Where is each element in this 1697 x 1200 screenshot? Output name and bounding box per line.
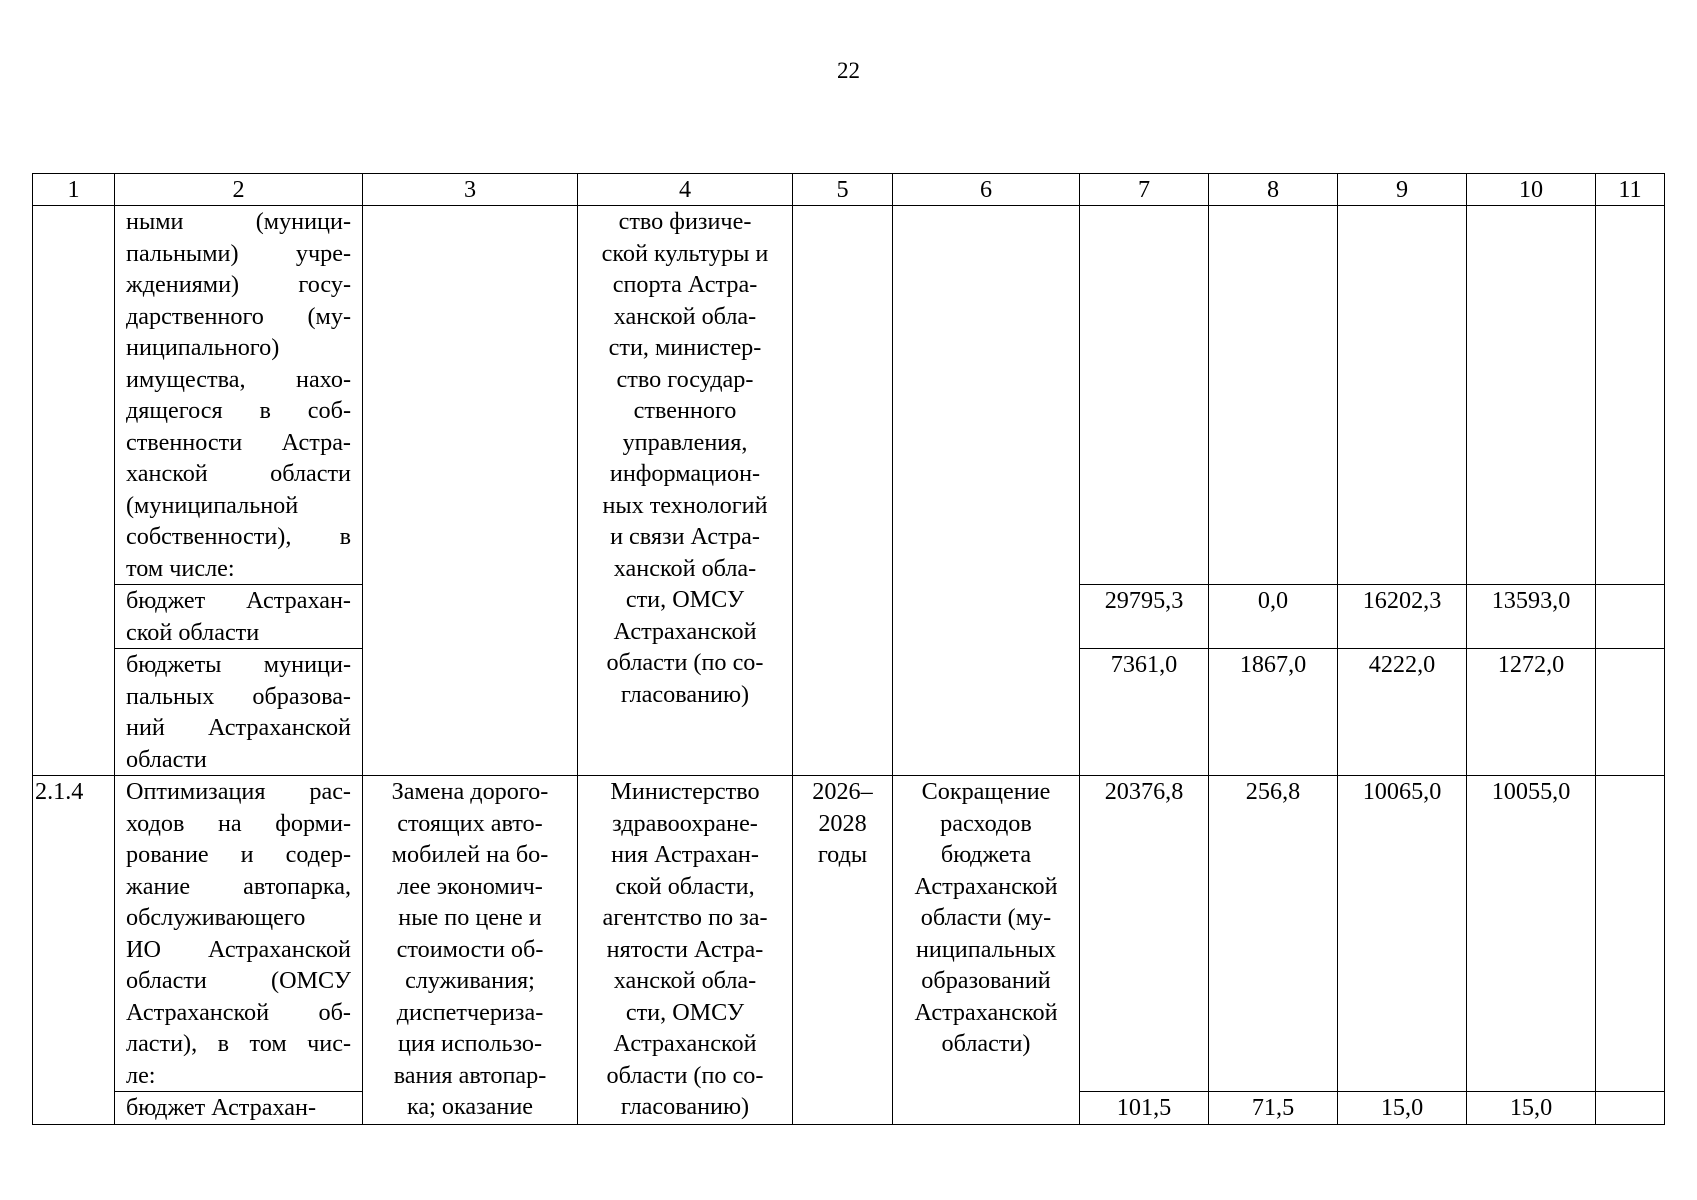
measure-name-cell (115, 776, 363, 1092)
text-line: информацион- (609, 460, 761, 487)
value-cell: 15,0 (1467, 1092, 1596, 1125)
text-line: здравоохране- (612, 809, 758, 837)
text-line: ходов на форми- (126, 809, 351, 837)
text-line: сти, ОМСУ (625, 998, 745, 1026)
value-cell (1080, 206, 1209, 585)
text-line: рование и содер- (126, 841, 351, 868)
text-line: области (ОМСУ (126, 967, 351, 994)
text-line: ханской обла- (613, 302, 757, 330)
value-cell: 13593,0 (1467, 585, 1596, 649)
column-number-row (33, 174, 1665, 206)
executor-cell (578, 206, 793, 776)
value-cell: 4222,0 (1338, 649, 1467, 776)
value-cell: 10055,0 (1467, 776, 1596, 1092)
column-number: 1 (33, 174, 115, 206)
text-line: области (по со- (606, 649, 764, 676)
text-line: ными (муници- (126, 208, 351, 235)
page-number: 22 (837, 58, 860, 83)
text-line: имущества, нахо- (126, 365, 351, 393)
text-line: спорта Астра- (612, 271, 758, 298)
text-line: Астраханской (613, 617, 757, 645)
text-line: ственного (633, 397, 737, 424)
text-line: 2028 (818, 809, 867, 837)
column-number: 5 (793, 174, 893, 206)
column-number: 10 (1467, 174, 1596, 206)
text-line: ные по цене и (398, 904, 542, 931)
column-number: 9 (1338, 174, 1467, 206)
value-cell: 20376,8 (1080, 776, 1209, 1092)
text-line: ка; оказание (406, 1093, 533, 1120)
text-line: ханской обла- (613, 967, 757, 994)
value-cell: 15,0 (1338, 1092, 1467, 1125)
value-cell: 1272,0 (1467, 649, 1596, 776)
text-line: бюджета (940, 841, 1032, 868)
text-line: бюджет Астрахан- (126, 1094, 317, 1121)
text-line: ской области (126, 618, 260, 646)
text-line: ция использо- (397, 1030, 543, 1057)
text-line: области) (941, 1030, 1031, 1057)
text-line: ИО Астраханской (126, 935, 351, 963)
table-row (33, 776, 1665, 1092)
value-cell (1467, 206, 1596, 585)
column-number: 6 (893, 174, 1080, 206)
text-line: собственности), в (126, 523, 351, 550)
mechanism-cell (363, 776, 578, 1125)
text-line: пальных образова- (126, 682, 351, 710)
column-number: 4 (578, 174, 793, 206)
text-line: диспетчериза- (396, 998, 544, 1026)
value-cell (1596, 776, 1665, 1092)
value-cell: 10065,0 (1338, 776, 1467, 1092)
value-cell: 101,5 (1080, 1092, 1209, 1125)
text-line: (муниципальной (126, 491, 299, 519)
text-line: ниципальных (915, 935, 1057, 963)
value-cell: 7361,0 (1080, 649, 1209, 776)
text-line: области (по со- (606, 1061, 764, 1089)
text-line: гласованию) (620, 680, 750, 708)
text-line: лее экономич- (397, 872, 543, 900)
funding-source-cell (115, 649, 363, 776)
text-line: сти, ОМСУ (625, 586, 745, 613)
text-line: ласти), в том чис- (126, 1030, 351, 1057)
text-line: ния Астрахан- (611, 841, 759, 868)
text-line: области (126, 745, 207, 773)
column-number: 7 (1080, 174, 1209, 206)
text-line: Астраханской (613, 1030, 757, 1057)
text-line: ждениями) госу- (126, 271, 351, 298)
row-number-cell (33, 206, 115, 776)
text-line: дящегося в соб- (126, 397, 351, 424)
text-line: Астраханской (914, 998, 1058, 1026)
text-line: стоящих авто- (397, 809, 543, 837)
value-cell: 256,8 (1209, 776, 1338, 1092)
text-line: Сокращение (921, 778, 1051, 805)
value-cell (1596, 585, 1665, 649)
funding-source-cell (115, 585, 363, 649)
column-number: 8 (1209, 174, 1338, 206)
text-line: ской области, (615, 872, 755, 900)
value-cell (1338, 206, 1467, 585)
value-cell (1209, 206, 1338, 585)
text-line: дарственного (му- (126, 302, 351, 330)
text-line: сти, министер- (608, 334, 762, 361)
value-cell: 16202,3 (1338, 585, 1467, 649)
text-line: ской культуры и (601, 239, 769, 267)
text-line: образований (921, 967, 1051, 994)
value-cell (1596, 1092, 1665, 1125)
value-cell (1596, 206, 1665, 585)
text-line: Министерство (610, 778, 760, 805)
value-cell: 71,5 (1209, 1092, 1338, 1125)
period-cell (793, 206, 893, 776)
text-line: том числе: (126, 554, 235, 582)
text-line: области (му- (920, 904, 1052, 931)
text-line: вания автопар- (393, 1061, 547, 1089)
text-line: обслуживающего (126, 904, 306, 931)
value-cell (1596, 649, 1665, 776)
text-line: бюджеты муници- (126, 651, 351, 678)
row-number-cell: 2.1.4 (33, 776, 115, 1125)
mechanism-cell (363, 206, 578, 776)
column-number: 11 (1596, 174, 1665, 206)
value-cell: 1867,0 (1209, 649, 1338, 776)
text-line: Астраханской (914, 872, 1058, 900)
text-line: ственности Астра- (126, 428, 351, 456)
text-line: ство государ- (616, 365, 754, 393)
text-line: пальными) учре- (126, 239, 351, 267)
text-line: гласованию) (620, 1093, 750, 1120)
text-line: стоимости об- (396, 935, 544, 963)
column-number: 2 (115, 174, 363, 206)
measure-name-cell (115, 206, 363, 585)
value-cell: 29795,3 (1080, 585, 1209, 649)
text-line: бюджет Астрахан- (126, 587, 351, 614)
period-cell (793, 776, 893, 1125)
text-line: управления, (622, 428, 748, 456)
text-line: служивания; (405, 967, 535, 994)
result-cell (893, 206, 1080, 776)
text-line: агентство по за- (602, 904, 768, 931)
funding-source-cell (115, 1092, 363, 1125)
text-line: ханской области (126, 460, 351, 487)
text-line: ле: (126, 1061, 156, 1089)
text-line: Оптимизация рас- (126, 778, 351, 805)
column-number: 3 (363, 174, 578, 206)
text-line: расходов (940, 809, 1032, 837)
text-line: жание автопарка, (126, 872, 351, 900)
text-line: ниципального) (126, 334, 280, 361)
text-line: ных технологий (602, 491, 768, 519)
result-cell (893, 776, 1080, 1125)
text-line: 2026– (812, 778, 873, 805)
text-line: ний Астраханской (126, 714, 351, 741)
text-line: мобилей на бо- (391, 841, 549, 868)
text-line: ханской обла- (613, 554, 757, 582)
text-line: ство физиче- (618, 208, 752, 235)
value-cell: 0,0 (1209, 585, 1338, 649)
text-line: Астраханской об- (126, 998, 351, 1026)
text-line: нятости Астра- (606, 935, 764, 963)
table-row (33, 206, 1665, 585)
text-line: годы (817, 841, 868, 868)
executor-cell (578, 776, 793, 1125)
text-line: Замена дорого- (391, 778, 549, 805)
text-line: и связи Астра- (610, 523, 760, 550)
measures-table (32, 173, 1665, 1125)
